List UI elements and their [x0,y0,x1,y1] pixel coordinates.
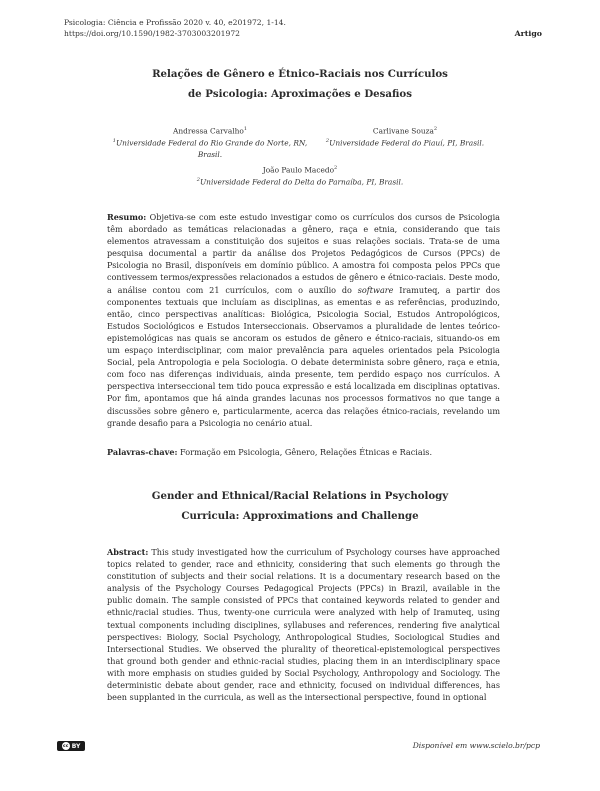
availability-note[interactable]: Disponível em www.scielo.br/pcp [412,741,540,750]
aff-sup: 2 [325,138,330,145]
abstract-pt-italic: software [357,284,394,295]
author-sup: 2 [433,126,438,132]
title-en-line1: Gender and Ethnical/Racial Relations in Psychology [151,490,449,502]
abstract-pt-label: Resumo: [107,212,147,222]
keywords-text: Formação em Psicologia, Gênero, Relações Étnicas e Raciais. [177,447,433,457]
author-affiliation: Universidade Federal do Delta do Parnaíba, PI, Brasil. [199,177,404,187]
aff-sup: 1 [112,138,116,145]
abstract-pt-text-1: Objetiva-se com este estudo investigar como os currículos dos cursos de Psicologia têm abordado as temáticas relacionadas a gênero, raça e etnia, considerando que tais elementos atravessam a constituição dos sujeitos e suas relações sociais. Trata-se de uma pesquisa documental a partir da análise dos Projetos Pedagógicos de Cursos (PPCs) de Psicologia no Brasil, disponíveis em domínio público. A amostra foi composta pelos PPCs que contivessem termos/expressões relacionados a estudos de gênero e étnico-raciais. Deste modo, a análise contou com 21 currículos, com o auxílio do [107,212,500,295]
keywords-label: Palavras-chave: [107,447,178,457]
article-type-label: Artigo [514,29,542,38]
journal-citation: Psicologia: Ciência e Profissão 2020 v. 40, e201972, 1-14. [64,18,286,27]
author-3 [190,163,410,188]
author-affiliation: Universidade Federal do Rio Grande do Norte, RN, Brasil. [115,138,308,159]
license-label: BY [71,742,81,750]
title-portuguese [60,64,540,104]
abstract-en-text: This study investigated how the curriculum of Psychology courses have approached topics related to gender, race and ethnicity, considering that such elements go through the constitution of subjects and their social relations. It is a documentary research based on the analysis of the Psychology Courses Pedagogical Projects (PPCs) in Brazil, available in the public domain. The sample consisted of PPCs that contained keywords related to gender and ethnic/racial studies. Thus, twenty-one curricula were analyzed with help of Iramuteq, using textual components including disciplines, syllabuses and references, rendering five analytical perspectives: Biology, Social Psychology, Anthropological Studies, Sociological Studies and Intersectional Studies. We observed the plurality of theoretical-epistemological perspectives that ground both gender and ethnic-racial studies, placing them in an interdisciplinary space with more emphasis on studies guided by Social Psychology, Anthropology and Sociology. The deterministic debate about gender, race and ethnicity, focused on individual differences, has been supplanted in the curricula, as well as the intersectional perspective, found in optional [107,547,500,703]
author-name: João Paulo Macedo [262,165,335,175]
aff-sup: 2 [196,177,200,184]
cc-icon: cc [63,743,69,749]
cc-by-license-icon[interactable] [57,741,85,751]
abstract-english [107,546,500,703]
author-sup: 1 [243,126,247,132]
author-1 [100,124,320,160]
abstract-portuguese [107,211,500,429]
abstract-pt-text-2: Iramuteq, a partir dos componentes textuais que incluíam as disciplinas, as ementas e as referências, produzindo, então, cinco perspectivas analíticas: Biológica, Psicologia Social, Estudos Antropológicos, Estudos Sociológicos e Estudos Interseccionais. Observamos a pluralidade de lentes teórico-epistemológicas nas quais se ancoram os estudos de gênero e étnico-raciais, situando-os em um espaço interdisciplinar, com maior prevalência para aqueles orientados pela Psicologia Social, pela Antropologia e pela Sociologia. O debate determinista sobre gênero, raça e etnia, com foco nas diferenças individuais, ainda presente, tem perdido espaço nos currículos. A perspectiva interseccional tem tido pouca expressão e está localizada em disciplinas optativas. Por fim, apontamos que há ainda grandes lacunas nos processos formativos no que tange a discussões sobre gênero e, particularmente, acerca das relações étnico-raciais, revelando um grande desafio para a Psicologia no cenário atual. [107,284,500,428]
abstract-en-label: Abstract: [107,547,149,557]
author-name: Andressa Carvalho [172,126,244,136]
author-sup: 2 [334,165,338,171]
author-2 [315,124,495,149]
author-affiliation: Universidade Federal do Piauí, PI, Brasil. [329,138,485,148]
doi-link[interactable]: https://doi.org/10.1590/1982-3703003201972 [64,29,240,38]
author-name: Carlivane Souza [372,126,434,136]
title-english [60,486,540,526]
title-pt-line1: Relações de Gênero e Étnico-Raciais nos Currículos [152,68,448,80]
title-en-line2: Curricula: Approximations and Challenge [181,510,419,522]
title-pt-line2: de Psicologia: Aproximações e Desafios [188,88,412,100]
keywords-portuguese [107,446,500,458]
journal-header [64,17,286,39]
